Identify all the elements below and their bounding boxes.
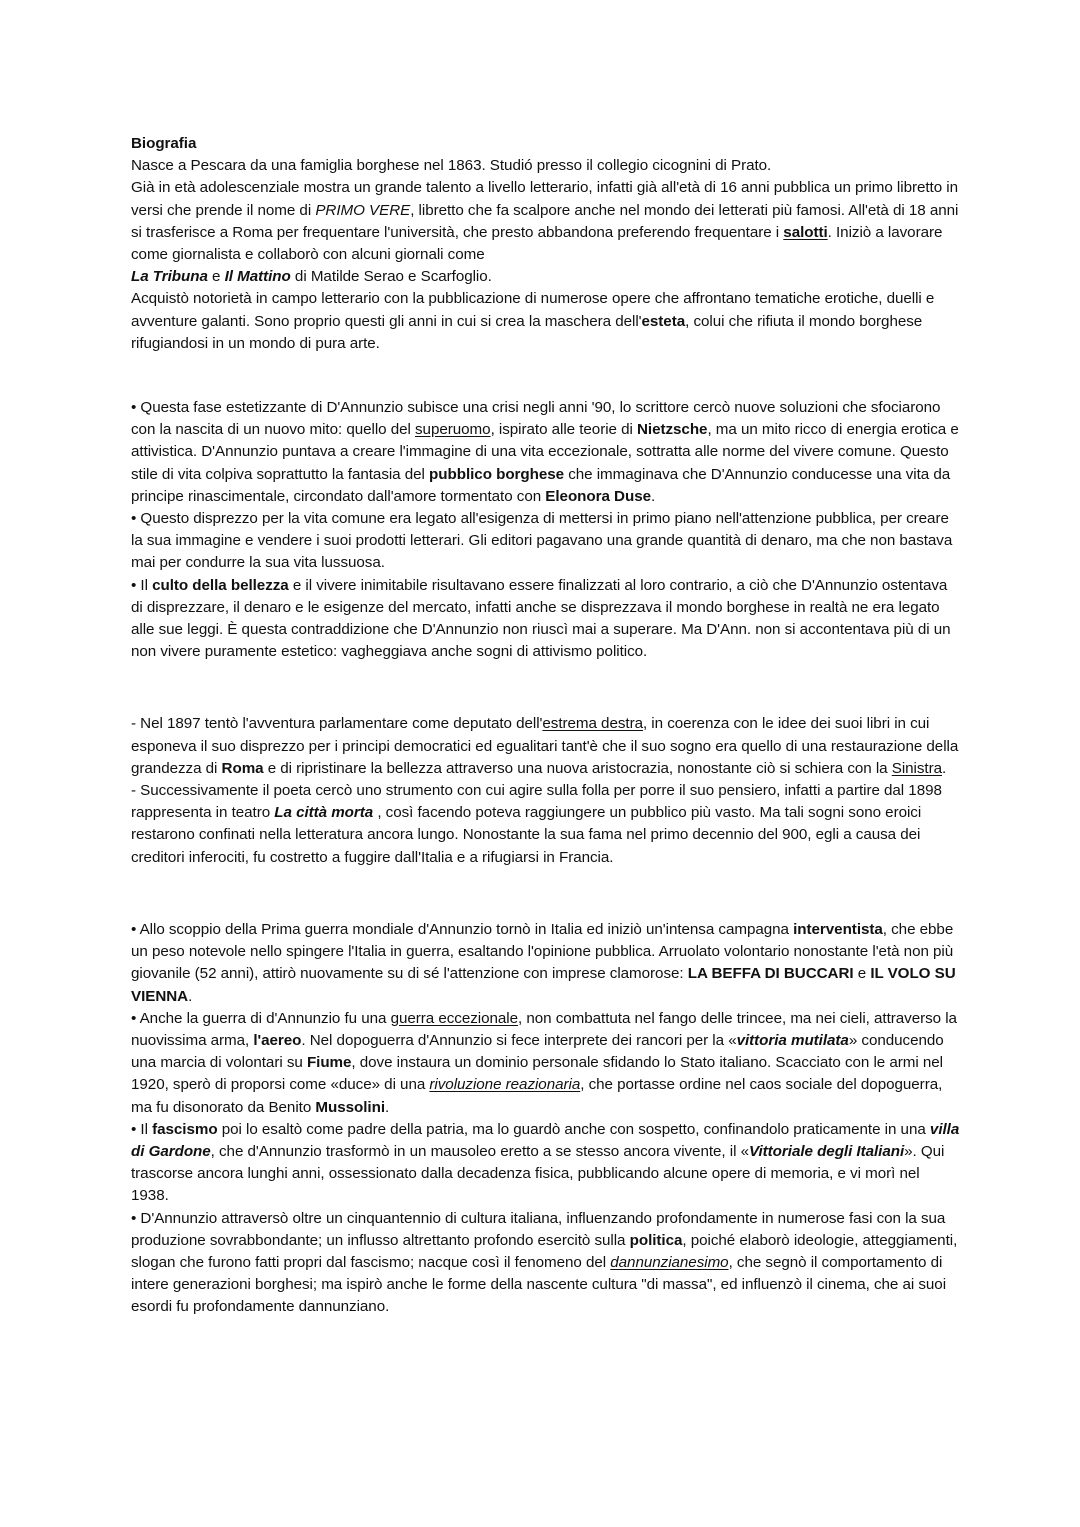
section-superuomo [131, 397, 960, 663]
paragraph-esteta: Acquistò notorietà in campo letterario con la pubblicazione di numerose opere che affrontano tematiche erotiche, duelli e avventure galanti. Sono proprio questi gli anni in cui si crea la maschera dell'esteta, colui che rifiuta il mondo borghese rifugiandosi in un mondo di pura arte. [131, 290, 935, 352]
bullet-fascismo: • Il fascismo poi lo esaltò come padre della patria, ma lo guardò anche con sospetto, confinandolo praticamente in una villa di Gardone, che d'Annunzio trasformò in un mausoleo eretto a se stesso ancora vivente, il «Vittoriale degli Italiani». Qui trascorse ancora lunghi anni, ossessionato dalla decadenza fisica, pubblicando alcune opere di memoria, e vi morì nel 1938. [131, 1120, 960, 1205]
bullet-disprezzo: • Questo disprezzo per la vita comune era legato all'esigenza di mettersi in primo piano nell'attenzione pubblica, per creare la sua immagine e vendere i suoi prodotti letterari. Gli editori pagavano una grande quantità di denaro, ma che non bastava mai per condurre la sua vita lussuosa. [131, 510, 953, 572]
dash-item-parlamento: - Nel 1897 tentò l'avventura parlamentare come deputato dell'estrema destra, in coerenza con le idee dei suoi libri in cui esponeva il suo disprezzo per i principi democratici ed egualitari tant'è che il suo sogno era quello di una restaurazione della grandezza di Roma e di ripristinare la bellezza attraverso una nuova aristocrazia, nonostante ciò si schiera con la Sinistra. [131, 715, 959, 777]
paragraph-youth: Già in età adolescenziale mostra un grande talento a livello letterario, infatti già all'età di 16 anni pubblica un primo libretto in versi che prende il nome di PRIMO VERE, libretto che fa scalpore anche nel mondo dei letterati più famosi. All'età di 18 anni si trasferisce a Roma per frequentare l'università, che presto abbandona preferendo frequentare i salotti. Iniziò a lavorare come giornalista e collaborò con alcuni giornali come [131, 179, 959, 264]
section-title: Biografia [131, 135, 197, 152]
paragraph-newspapers: La Tribuna e Il Mattino di Matilde Serao e Scarfoglio. [131, 268, 492, 286]
bullet-guerra-eccezionale: • Anche la guerra di d'Annunzio fu una guerra eccezionale, non combattuta nel fango delle trincee, ma nei cieli, attraverso la nuovissima arma, l'aereo. Nel dopoguerra d'Annunzio si fece interprete dei rancori per la «vittoria mutilata» conducendo una marcia di volontari su Fiume, dove instaura un dominio personale sfidando lo Stato italiano. Scacciato con le armi nel 1920, sperò di proporsi come «duce» di una rivoluzione reazionaria, che portasse ordine nel caos sociale del dopoguerra, ma fu disonorato da Benito Mussolini. [131, 1009, 957, 1116]
section-guerra [131, 919, 960, 1319]
dash-item-teatro: - Successivamente il poeta cercò uno strumento con cui agire sulla folla per porre il suo pensiero, infatti a partire dal 1898 rappresenta in teatro La città morta , così facendo poteva raggiungere un pubblico più vasto. Ma tali sogni sono eroici restarono confinati nella letteratura ancora lungo. Nonostante la sua fama nel primo decennio del 900, egli a causa dei creditori inferociti, fu costretto a fuggire dall'Italia e a rifugiarsi in Francia. [131, 782, 942, 866]
bullet-superuomo: • Questa fase estetizzante di D'Annunzio subisce una crisi negli anni '90, lo scrittore cercò nuove soluzioni che sfociarono con la nascita di un nuovo mito: quello del superuomo, ispirato alle teorie di Nietzsche, ma un mito ricco di energia erotica e attivistica. D'Annunzio puntava a creare l'immagine di una vita eccezionale, sottratta alle norme del vivere comune. Questo stile di vita colpiva soprattutto la fantasia del pubblico borghese che immaginava che D'Annunzio conducesse una vita da principe rinascimentale, circondato dall'amore tormentato con Eleonora Duse. [131, 399, 959, 505]
paragraph-birth: Nasce a Pescara da una famiglia borghese nel 1863. Studió presso il collegio cicognini di Prato. [131, 157, 772, 175]
section-politica [131, 713, 960, 868]
section-biografia [131, 133, 960, 355]
bullet-bellezza: • Il culto della bellezza e il vivere inimitabile risultavano essere finalizzati al loro contrario, a ciò che D'Annunzio ostentava di disprezzare, il denaro e le esigenze del mercato, infatti anche se disprezzava il mondo borghese in realtà ne era legato alle sue leggi. È questa contraddizione che D'Annunzio non riuscì mai a superare. Ma D'Ann. non si accontentava più di un non vivere puramente estetico: vagheggiava anche sogni di attivismo politico. [131, 576, 951, 661]
bullet-interventismo: • Allo scoppio della Prima guerra mondiale d'Annunzio tornò in Italia ed iniziò un'intensa campagna interventista, che ebbe un peso notevole nello spingere l'Italia in guerra, esaltando l'opinione pubblica. Arruolato volontario nonostante l'età non più giovanile (52 anni), attirò nuovamente su di sé l'attenzione con imprese clamorose: LA BEFFA DI BUCCARI e IL VOLO SU VIENNA. [131, 920, 956, 1005]
bullet-influenza: • D'Annunzio attraversò oltre un cinquantennio di cultura italiana, influenzando profondamente in numerose fasi con la sua produzione sovrabbondante; un influsso altrettanto profondo esercitò sulla politica, poiché elaborò ideologie, atteggiamenti, slogan che furono fatti propri dal fascismo; nacque così il fenomeno del dannunzianesimo, che segnò il comportamento di intere generazioni borghesi; ma ispirò anche le forme della nascente cultura "di massa", ed influenzò il cinema, che ai suoi esordi fu profondamente dannunziano. [131, 1209, 958, 1316]
